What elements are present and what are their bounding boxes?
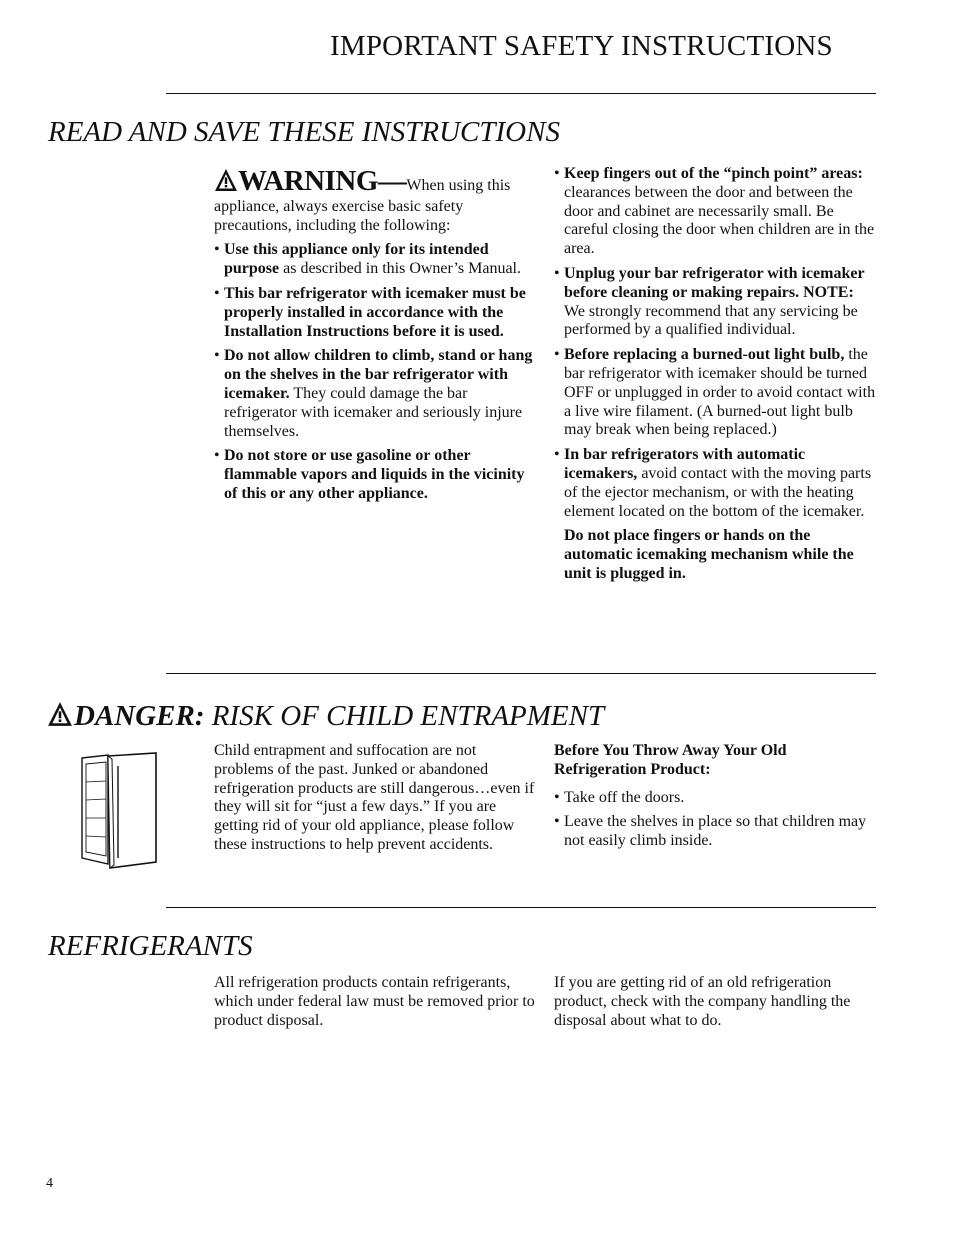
list-item: • In bar refrigerators with automatic icemakers, avoid contact with the moving parts of the ejector mechanism, or with the heating element located on the bottom of the icemaker. [554,446,872,520]
list-item: • Use this appliance only for its intended purpose as described in this Owner’s Manual. [214,241,521,278]
entrapment-left-column [214,742,536,855]
section-rule [166,907,876,908]
refrigerants-text: All refrigeration products contain refrigerants, which under federal law must be removed prior to product disposal. [214,974,535,1029]
warning-intro-first: When using [406,177,484,194]
icemaker-note: Do not place fingers or hands on the automatic icemaking mechanism while the unit is plugged in. [564,527,854,582]
refrigerator-illustration [78,752,160,875]
danger-label: DANGER: [74,700,205,732]
warning-intro-rest: this appliance, always exercise basic safety precautions, including the following: [214,177,511,234]
entrapment-text: Child entrapment and suffocation are not problems of the past. Junked or abandoned refrigeration products are still dangerous…even if they will sit for “just a few days.” If you are getting rid of your old appliance, please follow these instructions to help prevent accidents. [214,742,535,853]
danger-heading-text: RISK OF CHILD ENTRAPMENT [204,700,605,732]
warning-triangle-icon [46,701,74,735]
list-item: • Do not store or use gasoline or other flammable vapors and liquids in the vicinity of this or any other appliance. [214,447,525,502]
refrigerants-right-column [554,974,880,1030]
warning-intro [214,165,539,235]
header-rule [166,93,876,94]
page-number: 4 [46,1176,53,1191]
page-title: IMPORTANT SAFETY INSTRUCTIONS [330,30,833,62]
list-item: • Do not allow children to climb, stand or hang on the shelves in the bar refrigerator with icemaker. They could damage the bar refrigerator with icemaker and seriously injure themselves. [214,347,533,440]
section-heading-danger [46,700,604,735]
list-item: • This bar refrigerator with icemaker must be properly installed in accordance with the Installation Instructions before it is used. [214,284,526,340]
list-item: • Before replacing a burned-out light bulb, the bar refrigerator with icemaker should be turned OFF or unplugged in order to avoid contact with a live wire filament. (A burned-out light bulb may break when being replaced.) [554,346,876,439]
refrigerants-left-column [214,974,539,1030]
list-item: • Take off the doors. [554,788,685,806]
warning-triangle-icon [214,168,238,198]
list-item: • Unplug your bar refrigerator with icemaker before cleaning or making repairs. NOTE: We strongly recommend that any servicing be performed by a qualified individual. [554,264,865,339]
warning-label: WARNING— [238,165,407,197]
list-item: • Keep fingers out of the “pinch point” areas: clearances between the door and between the door and cabinet are necessarily small. Be careful closing the door when children are in the area. [554,165,875,258]
section-rule [166,673,876,674]
warning-left-column [214,165,539,504]
entrapment-right-column [554,742,878,851]
disposal-heading: Before You Throw Away Your Old Refrigeration Product: [554,742,787,778]
section-heading-refrigerants: REFRIGERANTS [48,930,253,962]
warning-right-column [554,162,878,584]
list-item: • Leave the shelves in place so that children may not easily climb inside. [554,813,867,850]
refrigerants-disposal-text: If you are getting rid of an old refrigeration product, check with the company handling the disposal about what to do. [554,974,851,1029]
section-heading-read-save: READ AND SAVE THESE INSTRUCTIONS [48,116,560,148]
